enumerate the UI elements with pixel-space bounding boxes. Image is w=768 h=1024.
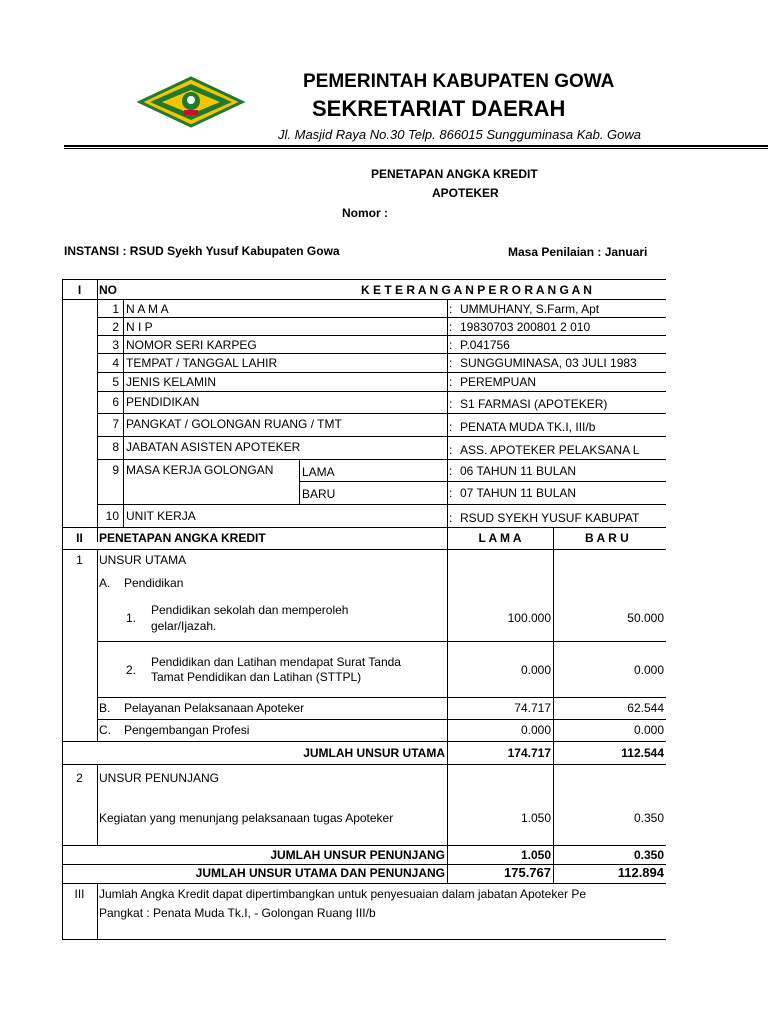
row-colon: : [449,420,453,434]
row-value: ASS. APOTEKER PELAKSANA L [460,443,640,457]
b-lama: 74.717 [514,701,551,715]
row-label: PENDIDIKAN [126,395,200,409]
row-colon: : [449,320,453,334]
row-no: 2 [112,320,119,334]
row-colon: : [449,464,453,478]
row-no: 5 [112,375,119,389]
b-text: Pelayanan Pelaksanaan Apoteker [124,701,305,715]
jumlah-total-lama: 175.767 [504,865,551,880]
c-text: Pengembangan Profesi [124,723,250,737]
row-colon: : [449,356,453,370]
row-sub-label: BARU [302,487,336,501]
jumlah-penunjang-baru: 0.350 [633,848,664,862]
c-lama: 0.000 [520,723,551,737]
row-value: 07 TAHUN 11 BULAN [460,486,577,500]
row-label: NOMOR SERI KARPEG [126,338,257,352]
row-colon: : [449,486,453,500]
penunjang-text: Kegiatan yang menunjang pelaksanaan tugas Apoteker [99,811,394,825]
row-no: 1 [112,302,119,316]
office-name: SEKRETARIAT DAERAH [312,96,566,121]
a2-text-line1: Pendidikan dan Latihan mendapat Surat Tanda [151,655,401,669]
jumlah-utama-lama: 174.717 [507,746,551,760]
row-label: JABATAN ASISTEN APOTEKER [126,440,301,454]
row-sub-label: LAMA [302,465,335,479]
row-value: 06 TAHUN 11 BULAN [460,464,577,478]
c-label: C. [99,723,111,737]
row-no: 10 [105,509,119,523]
government-name: PEMERINTAH KABUPATEN GOWA [303,71,615,92]
col-lama-header: L A M A [478,531,522,545]
doc-title: PENETAPAN ANGKA KREDIT [371,167,538,181]
row-value: PENATA MUDA TK.I, III/b [460,420,596,434]
row-colon: : [449,302,453,316]
penetapan-angka-kredit-header: PENETAPAN ANGKA KREDIT [99,531,266,545]
doc-nomor: Nomor : [342,206,388,220]
row-colon: : [449,375,453,389]
address: Jl. Masjid Raya No.30 Telp. 866015 Sungguminasa Kab. Gowa [278,127,642,142]
a1-text-line2: gelar/Ijazah. [151,619,217,633]
b-label: B. [99,701,111,715]
a2-lama: 0.000 [520,663,551,677]
a2-baru: 0.000 [633,663,664,677]
doc-subtitle: APOTEKER [432,186,499,200]
a-text: Pendidikan [124,576,184,590]
row-value: PEREMPUAN [460,375,537,389]
no-header: NO [99,283,117,297]
section-i-roman: I [77,283,82,297]
row-colon: : [449,338,453,352]
section-iii-roman: III [74,887,85,901]
row-colon: : [449,443,453,457]
a1-no: 1. [126,611,137,625]
utama-no: 1 [76,553,83,567]
col-baru-header: B A R U [585,531,629,545]
keterangan-perorangan-header: K E T E R A N G A N P E R O R A N G A N [361,283,592,297]
row-value: P.041756 [460,338,510,352]
penunjang-baru: 0.350 [633,811,664,825]
section-ii-roman: II [76,531,83,545]
a2-no: 2. [126,663,137,677]
row-label: N A M A [126,302,169,316]
a1-baru: 50.000 [627,611,664,625]
a1-lama: 100.000 [507,611,551,625]
penunjang-no: 2 [76,771,83,785]
utama-label: UNSUR UTAMA [99,553,187,567]
jumlah-total-baru: 112.894 [617,865,664,880]
row-value: RSUD SYEKH YUSUF KABUPAT [460,511,640,525]
row-value: UMMUHANY, S.Farm, Apt [460,302,600,316]
jumlah-penunjang-lama: 1.050 [520,848,551,862]
row-no: 3 [112,338,119,352]
row-no: 9 [112,463,119,477]
row-no: 7 [112,417,119,431]
row-colon: : [449,397,453,411]
a1-text-line1: Pendidikan sekolah dan memperoleh [151,603,349,617]
a-label: A. [99,576,111,590]
masa-penilaian: Masa Penilaian : Januari [508,245,648,259]
section-iii-line2: Pangkat : Penata Muda Tk.I, - Golongan Ruang III/b [99,906,376,920]
c-baru: 0.000 [633,723,664,737]
row-label: N I P [126,320,153,334]
penunjang-lama: 1.050 [520,811,551,825]
jumlah-utama-baru: 112.544 [621,746,664,760]
jumlah-total-label: JUMLAH UNSUR UTAMA DAN PENUNJANG [195,866,445,880]
section-iii-line1: Jumlah Angka Kredit dapat dipertimbangkan untuk penyesuaian dalam jabatan Apoteker Pe [99,887,586,901]
penunjang-label: UNSUR PENUNJANG [99,771,220,785]
row-value: S1 FARMASI (APOTEKER) [460,397,608,411]
b-baru: 62.544 [627,701,664,715]
table-border-top [62,279,666,280]
instansi: INSTANSI : RSUD Syekh Yusuf Kabupaten Gowa [64,244,340,258]
row-label: JENIS KELAMIN [126,375,217,389]
a2-text-line2: Tamat Pendidikan dan Latihan (STTPL) [151,670,362,684]
row-no: 8 [112,440,119,454]
row-value: 19830703 200801 2 010 [460,320,591,334]
row-label: UNIT KERJA [126,509,196,523]
row-value: SUNGGUMINASA, 03 JULI 1983 [460,356,637,370]
jumlah-penunjang-label: JUMLAH UNSUR PENUNJANG [270,848,445,862]
row-no: 4 [112,356,119,370]
row-label: TEMPAT / TANGGAL LAHIR [126,356,278,370]
row-label: MASA KERJA GOLONGAN [126,463,274,477]
row-colon: : [449,511,453,525]
jumlah-utama-label: JUMLAH UNSUR UTAMA [303,746,445,760]
row-no: 6 [112,395,119,409]
row-label: PANGKAT / GOLONGAN RUANG / TMT [126,417,342,431]
